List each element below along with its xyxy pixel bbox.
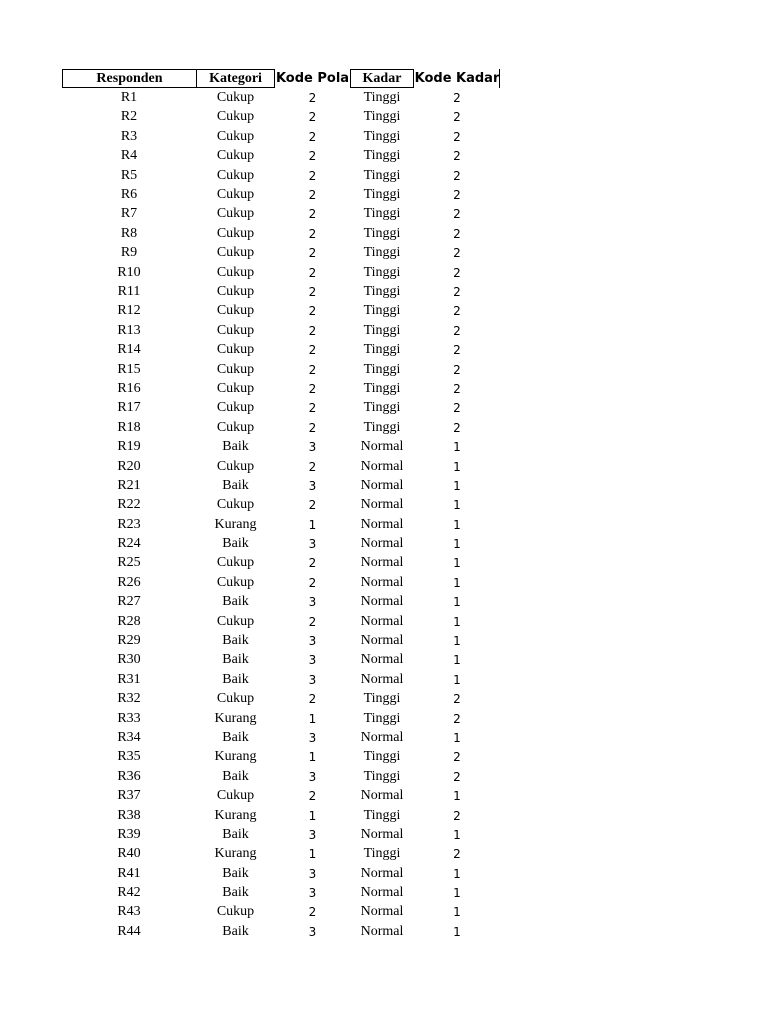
cell-kategori: Cukup <box>216 148 255 164</box>
cell-responden: R41 <box>117 865 141 881</box>
cell-kode-pola: 3 <box>308 672 317 687</box>
cell-kode-kadar: 1 <box>453 556 461 571</box>
cell-kategori: Cukup <box>216 380 255 396</box>
cell-kode-kadar: 2 <box>453 149 461 164</box>
cell-kategori: Cukup <box>216 128 255 144</box>
table-row <box>62 457 502 476</box>
cell-kode-pola: 2 <box>308 168 317 183</box>
table-row <box>62 321 502 340</box>
cell-kode-kadar: 1 <box>453 498 461 513</box>
cell-kategori: Baik <box>222 477 249 493</box>
cell-kode-kadar: 2 <box>453 168 461 183</box>
cell-kode-kadar: 1 <box>453 827 461 842</box>
cell-kode-kadar: 1 <box>453 634 461 649</box>
cell-kategori: Cukup <box>216 90 255 106</box>
cell-responden: R42 <box>117 885 141 901</box>
cell-kode-pola: 1 <box>308 750 317 765</box>
cell-kategori: Baik <box>222 633 249 649</box>
cell-kode-pola: 2 <box>308 459 317 474</box>
cell-kode-kadar: 1 <box>453 886 461 901</box>
cell-responden: R6 <box>120 187 138 203</box>
cell-responden: R5 <box>120 167 138 183</box>
cell-kode-pola: 2 <box>308 575 317 590</box>
cell-kode-pola: 3 <box>308 886 317 901</box>
cell-kode-kadar: 2 <box>453 246 461 261</box>
cell-kode-pola: 1 <box>308 711 317 726</box>
cell-kode-pola: 3 <box>308 478 317 493</box>
cell-responden: R34 <box>117 729 141 745</box>
cell-kode-kadar: 2 <box>453 284 461 299</box>
cell-kadar: Normal <box>360 671 404 687</box>
cell-kadar: Normal <box>360 497 404 513</box>
cell-kadar: Tinggi <box>363 749 401 765</box>
cell-kategori: Cukup <box>216 245 255 261</box>
cell-kadar: Normal <box>360 439 404 455</box>
table-row <box>62 476 502 495</box>
cell-kode-pola: 2 <box>308 614 317 629</box>
table-row <box>62 903 502 922</box>
table-row <box>62 302 502 321</box>
cell-responden: R16 <box>117 380 141 396</box>
cell-kadar: Tinggi <box>363 400 401 416</box>
cell-kategori: Cukup <box>216 187 255 203</box>
data-table <box>62 69 502 942</box>
cell-responden: R10 <box>117 264 141 280</box>
cell-kategori: Cukup <box>216 283 255 299</box>
cell-kadar: Tinggi <box>363 322 401 338</box>
cell-kode-pola: 2 <box>308 129 317 144</box>
table-row <box>62 515 502 534</box>
cell-kategori: Cukup <box>216 206 255 222</box>
cell-kode-pola: 2 <box>308 323 317 338</box>
table-row <box>62 534 502 553</box>
cell-kategori: Cukup <box>216 613 255 629</box>
cell-responden: R43 <box>117 904 141 920</box>
cell-kode-kadar: 1 <box>453 672 461 687</box>
table-row <box>62 263 502 282</box>
cell-kadar: Normal <box>360 458 404 474</box>
cell-kode-kadar: 2 <box>453 750 461 765</box>
cell-kategori: Cukup <box>216 342 255 358</box>
cell-responden: R38 <box>117 807 141 823</box>
cell-kadar: Normal <box>360 923 404 939</box>
table-row <box>62 767 502 786</box>
cell-kode-pola: 2 <box>308 304 317 319</box>
cell-kadar: Tinggi <box>363 846 401 862</box>
cell-kategori: Cukup <box>216 400 255 416</box>
cell-kategori: Cukup <box>216 303 255 319</box>
cell-kadar: Tinggi <box>363 303 401 319</box>
cell-kadar: Tinggi <box>363 187 401 203</box>
cell-kode-pola: 1 <box>308 847 317 862</box>
cell-kode-kadar: 1 <box>453 730 461 745</box>
table-row <box>62 593 502 612</box>
cell-kadar: Tinggi <box>363 691 401 707</box>
cell-responden: R33 <box>117 710 141 726</box>
cell-responden: R28 <box>117 613 141 629</box>
cell-responden: R8 <box>120 225 138 241</box>
cell-kode-kadar: 2 <box>453 91 461 106</box>
cell-kadar: Tinggi <box>363 710 401 726</box>
table-row <box>62 728 502 747</box>
cell-kategori: Baik <box>222 865 249 881</box>
cell-kategori: Baik <box>222 729 249 745</box>
cell-kadar: Normal <box>360 788 404 804</box>
cell-kode-pola: 2 <box>308 381 317 396</box>
cell-kategori: Cukup <box>216 264 255 280</box>
cell-kadar: Tinggi <box>363 264 401 280</box>
table-row <box>62 340 502 359</box>
table-row <box>62 709 502 728</box>
cell-kadar: Tinggi <box>363 206 401 222</box>
cell-kategori: Baik <box>222 536 249 552</box>
cell-responden: R44 <box>117 923 141 939</box>
cell-kadar: Normal <box>360 594 404 610</box>
cell-responden: R15 <box>117 361 141 377</box>
cell-kode-pola: 2 <box>308 401 317 416</box>
cell-responden: R26 <box>117 574 141 590</box>
cell-kode-kadar: 2 <box>453 323 461 338</box>
cell-responden: R36 <box>117 768 141 784</box>
cell-kadar: Normal <box>360 826 404 842</box>
cell-kode-pola: 2 <box>308 226 317 241</box>
table-row <box>62 845 502 864</box>
cell-kode-pola: 3 <box>308 595 317 610</box>
cell-kadar: Normal <box>360 633 404 649</box>
cell-kode-pola: 3 <box>308 440 317 455</box>
cell-kode-pola: 2 <box>308 246 317 261</box>
cell-kategori: Kurang <box>214 749 257 765</box>
cell-kode-kadar: 1 <box>453 866 461 881</box>
cell-kadar: Tinggi <box>363 380 401 396</box>
cell-responden: R11 <box>117 283 141 299</box>
cell-kadar: Tinggi <box>363 245 401 261</box>
cell-responden: R21 <box>117 477 141 493</box>
cell-kode-pola: 3 <box>308 537 317 552</box>
table-row <box>62 88 502 107</box>
cell-kode-pola: 2 <box>308 362 317 377</box>
cell-kategori: Cukup <box>216 225 255 241</box>
cell-kode-kadar: 2 <box>453 188 461 203</box>
cell-responden: R30 <box>117 652 141 668</box>
cell-kode-kadar: 1 <box>453 905 461 920</box>
cell-kategori: Baik <box>222 439 249 455</box>
cell-responden: R9 <box>120 245 138 261</box>
cell-kategori: Cukup <box>216 361 255 377</box>
cell-kode-kadar: 1 <box>453 595 461 610</box>
cell-kategori: Baik <box>222 826 249 842</box>
cell-kode-kadar: 1 <box>453 789 461 804</box>
cell-kategori: Cukup <box>216 497 255 513</box>
cell-kategori: Kurang <box>214 807 257 823</box>
cell-kategori: Kurang <box>214 710 257 726</box>
table-row <box>62 612 502 631</box>
cell-responden: R35 <box>117 749 141 765</box>
cell-kode-pola: 2 <box>308 556 317 571</box>
cell-responden: R14 <box>117 342 141 358</box>
cell-responden: R23 <box>117 516 141 532</box>
cell-responden: R17 <box>117 400 141 416</box>
cell-kategori: Baik <box>222 594 249 610</box>
cell-kadar: Tinggi <box>363 90 401 106</box>
cell-kategori: Kurang <box>214 846 257 862</box>
cell-kadar: Tinggi <box>363 167 401 183</box>
table-row <box>62 864 502 883</box>
cell-kadar: Tinggi <box>363 768 401 784</box>
cell-kode-kadar: 2 <box>453 129 461 144</box>
cell-responden: R19 <box>117 439 141 455</box>
cell-kode-pola: 2 <box>308 284 317 299</box>
cell-kategori: Cukup <box>216 904 255 920</box>
cell-kategori: Cukup <box>216 691 255 707</box>
table-row <box>62 670 502 689</box>
table-row <box>62 573 502 592</box>
header-kode-pola: Kode Pola <box>275 71 350 86</box>
cell-responden: R29 <box>117 633 141 649</box>
cell-kadar: Tinggi <box>363 361 401 377</box>
cell-responden: R3 <box>120 128 138 144</box>
cell-kategori: Baik <box>222 885 249 901</box>
cell-kode-kadar: 2 <box>453 401 461 416</box>
cell-kode-pola: 3 <box>308 634 317 649</box>
cell-responden: R2 <box>120 109 138 125</box>
cell-kode-kadar: 2 <box>453 207 461 222</box>
cell-kode-kadar: 1 <box>453 653 461 668</box>
cell-kategori: Cukup <box>216 419 255 435</box>
cell-kadar: Normal <box>360 574 404 590</box>
cell-kode-pola: 2 <box>308 110 317 125</box>
cell-kode-pola: 3 <box>308 769 317 784</box>
cell-kategori: Baik <box>222 768 249 784</box>
cell-kadar: Normal <box>360 613 404 629</box>
cell-kode-pola: 2 <box>308 420 317 435</box>
cell-kadar: Normal <box>360 536 404 552</box>
cell-responden: R20 <box>117 458 141 474</box>
cell-kategori: Baik <box>222 652 249 668</box>
cell-kadar: Normal <box>360 652 404 668</box>
cell-kode-kadar: 1 <box>453 459 461 474</box>
cell-kadar: Tinggi <box>363 128 401 144</box>
cell-kadar: Normal <box>360 865 404 881</box>
table-row <box>62 379 502 398</box>
cell-kode-kadar: 2 <box>453 711 461 726</box>
table-row <box>62 786 502 805</box>
cell-kode-kadar: 1 <box>453 517 461 532</box>
cell-kategori: Cukup <box>216 167 255 183</box>
table-row <box>62 282 502 301</box>
cell-kadar: Tinggi <box>363 225 401 241</box>
cell-responden: R1 <box>120 90 138 106</box>
cell-responden: R13 <box>117 322 141 338</box>
cell-kategori: Cukup <box>216 555 255 571</box>
cell-kode-pola: 3 <box>308 924 317 939</box>
cell-responden: R40 <box>117 846 141 862</box>
cell-responden: R39 <box>117 826 141 842</box>
table-row <box>62 651 502 670</box>
table-row <box>62 496 502 515</box>
table-row <box>62 806 502 825</box>
cell-kode-pola: 1 <box>308 808 317 823</box>
cell-kadar: Normal <box>360 477 404 493</box>
cell-kadar: Normal <box>360 516 404 532</box>
header-kadar: Kadar <box>350 69 414 88</box>
table-row <box>62 224 502 243</box>
cell-kode-kadar: 2 <box>453 110 461 125</box>
header-right-border <box>499 69 500 88</box>
cell-kode-kadar: 2 <box>453 808 461 823</box>
cell-kode-kadar: 1 <box>453 575 461 590</box>
cell-kode-pola: 2 <box>308 498 317 513</box>
table-row <box>62 825 502 844</box>
table-header-row <box>62 69 502 88</box>
cell-responden: R37 <box>117 788 141 804</box>
cell-responden: R18 <box>117 419 141 435</box>
cell-kategori: Baik <box>222 923 249 939</box>
cell-kadar: Tinggi <box>363 419 401 435</box>
cell-kode-pola: 1 <box>308 517 317 532</box>
table-row <box>62 922 502 941</box>
cell-kadar: Tinggi <box>363 148 401 164</box>
table-row <box>62 147 502 166</box>
table-body <box>62 88 502 941</box>
cell-kadar: Tinggi <box>363 109 401 125</box>
table-row <box>62 360 502 379</box>
cell-kode-kadar: 2 <box>453 265 461 280</box>
cell-kode-pola: 2 <box>308 343 317 358</box>
cell-kode-kadar: 2 <box>453 769 461 784</box>
cell-responden: R22 <box>117 497 141 513</box>
table-row <box>62 185 502 204</box>
cell-kategori: Baik <box>222 671 249 687</box>
cell-kode-kadar: 1 <box>453 924 461 939</box>
cell-kode-kadar: 2 <box>453 420 461 435</box>
cell-kode-kadar: 2 <box>453 343 461 358</box>
cell-kode-kadar: 2 <box>453 692 461 707</box>
cell-kode-pola: 2 <box>308 91 317 106</box>
table-row <box>62 399 502 418</box>
cell-kode-pola: 2 <box>308 905 317 920</box>
cell-responden: R32 <box>117 691 141 707</box>
table-row <box>62 748 502 767</box>
cell-kategori: Cukup <box>216 322 255 338</box>
cell-kode-pola: 3 <box>308 653 317 668</box>
cell-kategori: Cukup <box>216 109 255 125</box>
cell-kadar: Tinggi <box>363 807 401 823</box>
cell-responden: R7 <box>120 206 138 222</box>
cell-kadar: Normal <box>360 729 404 745</box>
cell-kode-kadar: 1 <box>453 478 461 493</box>
cell-kode-pola: 2 <box>308 692 317 707</box>
cell-responden: R12 <box>117 303 141 319</box>
table-row <box>62 244 502 263</box>
table-row <box>62 690 502 709</box>
cell-kadar: Tinggi <box>363 283 401 299</box>
header-responden: Responden <box>62 69 196 88</box>
table-row <box>62 166 502 185</box>
cell-kategori: Cukup <box>216 574 255 590</box>
cell-kadar: Tinggi <box>363 342 401 358</box>
cell-responden: R27 <box>117 594 141 610</box>
cell-kode-pola: 3 <box>308 730 317 745</box>
cell-kadar: Normal <box>360 904 404 920</box>
cell-responden: R4 <box>120 148 138 164</box>
cell-kode-pola: 2 <box>308 789 317 804</box>
cell-kode-kadar: 2 <box>453 226 461 241</box>
cell-kode-kadar: 2 <box>453 362 461 377</box>
cell-kode-kadar: 1 <box>453 614 461 629</box>
cell-kategori: Kurang <box>214 516 257 532</box>
cell-kode-pola: 2 <box>308 207 317 222</box>
cell-kategori: Cukup <box>216 788 255 804</box>
cell-kode-pola: 2 <box>308 265 317 280</box>
cell-kode-pola: 2 <box>308 149 317 164</box>
cell-kode-pola: 2 <box>308 188 317 203</box>
cell-responden: R25 <box>117 555 141 571</box>
cell-responden: R24 <box>117 536 141 552</box>
cell-responden: R31 <box>117 671 141 687</box>
cell-kadar: Normal <box>360 555 404 571</box>
table-row <box>62 418 502 437</box>
cell-kode-kadar: 2 <box>453 381 461 396</box>
table-row <box>62 554 502 573</box>
cell-kategori: Cukup <box>216 458 255 474</box>
cell-kode-kadar: 1 <box>453 537 461 552</box>
table-row <box>62 108 502 127</box>
table-row <box>62 883 502 902</box>
table-row <box>62 205 502 224</box>
header-kategori: Kategori <box>196 69 275 88</box>
cell-kode-pola: 3 <box>308 866 317 881</box>
cell-kadar: Normal <box>360 885 404 901</box>
table-row <box>62 631 502 650</box>
cell-kode-kadar: 2 <box>453 304 461 319</box>
cell-kode-kadar: 1 <box>453 440 461 455</box>
header-kode-kadar: Kode Kadar <box>414 71 500 86</box>
cell-kode-kadar: 2 <box>453 847 461 862</box>
table-row <box>62 437 502 456</box>
cell-kode-pola: 3 <box>308 827 317 842</box>
table-row <box>62 127 502 146</box>
